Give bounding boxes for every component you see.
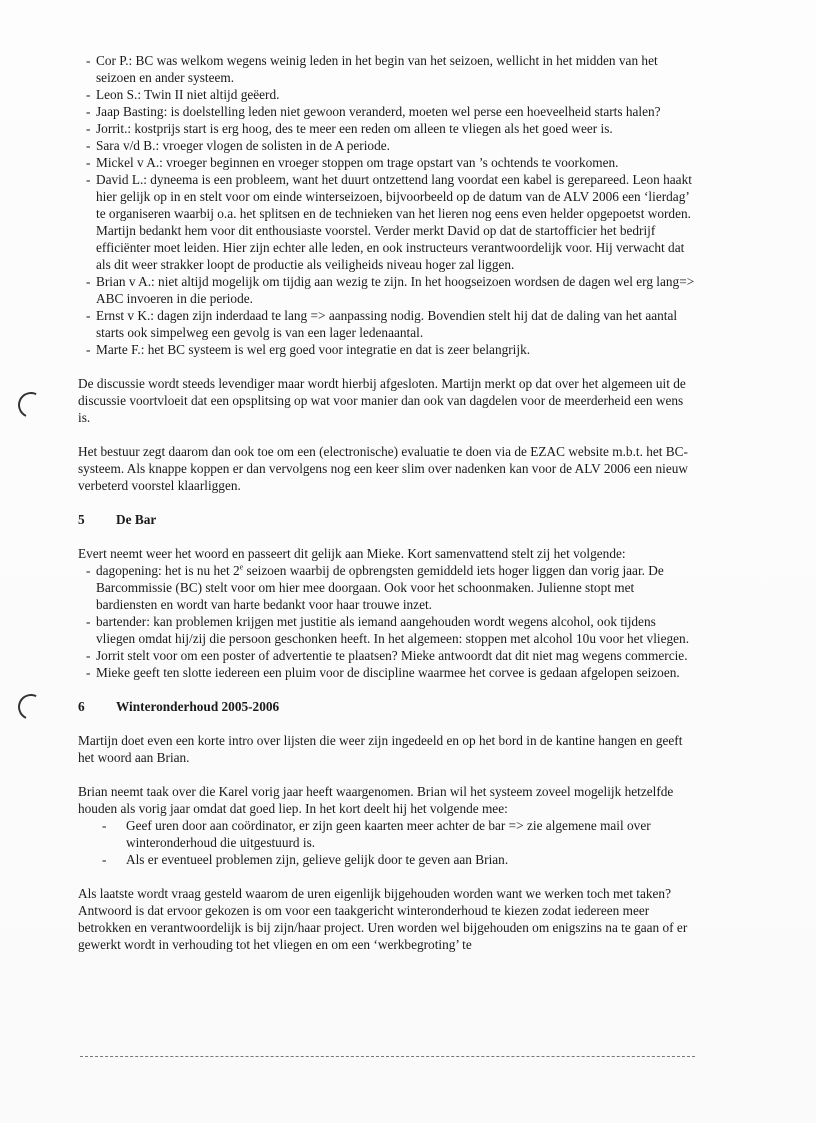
section-intro: Evert neemt weer het woord en passeert dit gelijk aan Mieke. Kort samenvattend stelt zij het volgende:: [78, 546, 626, 561]
bar-list: [78, 562, 698, 681]
list-item: - Jorrit stelt voor om een poster of advertentie te plaatsen? Mieke antwoordt dat dit niet mag wegens commercie.: [78, 647, 698, 664]
footer-divider: [80, 1056, 695, 1057]
section-number: 5: [78, 512, 85, 527]
discussion-list: [78, 52, 698, 358]
document-body: [78, 52, 698, 953]
brian-paragraph: Brian neemt taak over die Karel vorig jaar heeft waargenomen. Brian wil het systeem zoveel mogelijk hetzelfde houden als vorig jaar omdat dat goed liep. In het kort deelt hij het volgende mee:: [78, 784, 674, 816]
section-title: De Bar: [116, 512, 157, 527]
list-item: - David L.: dyneema is een probleem, want het duurt ontzettend lang voordat een kabel is gerepareed. Leon haakt hier gelijk op in en stelt voor om einde winterseizoen, bijvoorbeeld op de datum van de ALV 2006 een ‘lierdag’ te organiseren waarbij o.a. het splitsen en de technieken van het lieren nog eens even helder opgepoetst worden. Martijn bedankt hem voor dit enthousiaste voorstel. Verder merkt David op dat de startofficier het bedrijf efficiënter moet leiden. Hier zijn echter alle leden, en ook instructeurs verantwoordelijk voor. Hij verwacht dat als dit weer strakker loopt de productie als veiligheids niveau hoger zal liggen.: [78, 171, 698, 273]
list-item: - Cor P.: BC was welkom wegens weinig leden in het begin van het seizoen, wellicht in het midden van het seizoen en ander systeem.: [78, 52, 698, 86]
punch-hole-bottom: [14, 690, 47, 723]
list-item: - Als er eventueel problemen zijn, gelieve gelijk door te geven aan Brian.: [78, 851, 698, 868]
list-item: - Jorrit.: kostprijs start is erg hoog, des te meer een reden om alleen te vliegen als het goed weer is.: [78, 120, 698, 137]
list-item: - Geef uren door aan coördinator, er zijn geen kaarten meer achter de bar => zie algemene mail over winteronderhoud die uitgestuurd is.: [78, 817, 698, 851]
list-item: [78, 562, 698, 613]
list-item: - Marte F.: het BC systeem is wel erg goed voor integratie en dat is zeer belangrijk.: [78, 341, 698, 358]
list-item: - Sara v/d B.: vroeger vlogen de solisten in de A periode.: [78, 137, 698, 154]
section-heading: [78, 698, 698, 715]
board-evaluation-paragraph: Het bestuur zegt daarom dan ook toe om een (electronische) evaluatie te doen via de EZAC website m.b.t. het BC-systeem. Als knappe koppen er dan vervolgens nog een keer slim over nadenken kan voor de ALV 2006 een nieuw verbeterd voorstel klaarliggen.: [78, 444, 689, 493]
text-run: dagopening: het is nu het 2: [96, 563, 240, 578]
list-item: - bartender: kan problemen krijgen met justitie als iemand aangehouden wordt wegens alcohol, ook tijdens vliegen omdat hij/zij die persoon geschonken heeft. In het algemeen: stoppen met alcohol 10u voor het vliegen.: [78, 613, 698, 647]
list-item: - Leon S.: Twin II niet altijd geëerd.: [78, 86, 698, 103]
list-item: - Mieke geeft ten slotte iedereen een pluim voor de discipline waarmee het corvee is gedaan afgelopen seizoen.: [78, 664, 698, 681]
section-title: Winteronderhoud 2005-2006: [116, 699, 280, 714]
winter-intro-paragraph: Martijn doet even een korte intro over lijsten die weer zijn ingedeeld en op het bord in de kantine hangen en geeft het woord aan Brian.: [78, 733, 683, 765]
list-item: - Ernst v K.: dagen zijn inderdaad te lang => aanpassing nodig. Bovendien stelt hij dat de daling van het aantal starts ook simpelweg een gevolg is van een lager ledenaantal.: [78, 307, 698, 341]
list-item: - Jaap Basting: is doelstelling leden niet gewoon veranderd, moeten wel perse een hoeveelheid starts halen?: [78, 103, 698, 120]
superscript: e: [239, 562, 244, 572]
hours-paragraph: Als laatste wordt vraag gesteld waarom de uren eigenlijk bijgehouden worden want we werken toch met taken? Antwoord is dat ervoor gekozen is om voor een taakgericht winteronderhoud te kiezen zodat iedereen meer betrokken en verantwoordelijk is bij zijn/haar project. Uren worden wel bijgehouden om enigszins na te gaan of er gewerkt wordt in verhouding tot het vliegen en om een ‘werkbegroting’ te: [78, 886, 688, 952]
punch-hole-top: [14, 388, 47, 421]
section-heading: [78, 511, 698, 528]
discussion-closing-paragraph: De discussie wordt steeds levendiger maar wordt hierbij afgesloten. Martijn merkt op dat over het algemeen uit de discussie voortvloeit dat een opsplitsing op wat voor manier dan ook van dagdelen voor de meerderheid een wens is.: [78, 376, 686, 425]
winter-list: [78, 817, 698, 868]
text-run: seizoen waarbij de opbrengsten gemiddeld iets hoger liggen dan vorig jaar. De Barcommissie (BC) stelt voor om hier mee doorgaan. Ook voor het schoonmaken. Julienne stopt met bardiensten en wordt van harte bedankt voor haar trouwe inzet.: [96, 563, 664, 612]
list-item: - Brian v A.: niet altijd mogelijk om tijdig aan wezig te zijn. In het hoogseizoen wordsen de dagen wel erg lang=> ABC invoeren in die periode.: [78, 273, 698, 307]
list-item: - Mickel v A.: vroeger beginnen en vroeger stoppen om trage opstart van ’s ochtends te voorkomen.: [78, 154, 698, 171]
section-number: 6: [78, 699, 85, 714]
